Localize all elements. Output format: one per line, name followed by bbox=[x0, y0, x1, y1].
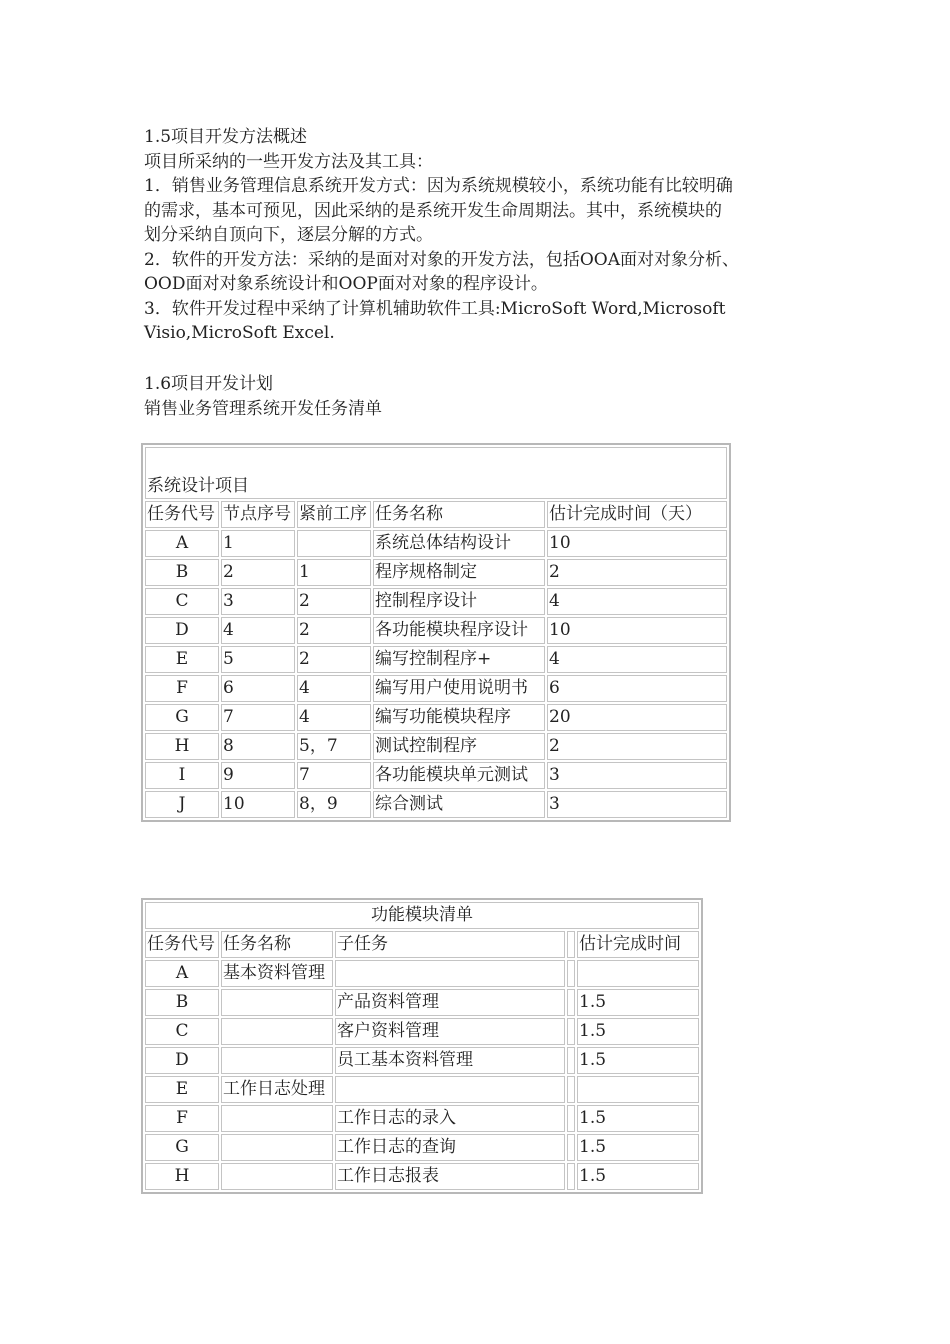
table-row bbox=[145, 617, 727, 644]
table-cell bbox=[567, 960, 575, 987]
table-cell: 20 bbox=[547, 704, 727, 731]
system-design-table bbox=[141, 443, 731, 822]
table-cell bbox=[335, 960, 565, 987]
table-cell: 编写控制程序+ bbox=[373, 646, 545, 673]
column-header: 节点序号 bbox=[221, 501, 295, 528]
task-code-cell: E bbox=[145, 1076, 219, 1103]
table-cell bbox=[567, 1047, 575, 1074]
table-cell: 1 bbox=[221, 530, 295, 557]
table-cell bbox=[567, 1163, 575, 1190]
paragraph-line: 3．软件开发过程中采纳了计算机辅助软件工具:MicroSoft Word,Microsoft bbox=[144, 298, 726, 319]
table-cell: 工作日志的录入 bbox=[335, 1105, 565, 1132]
table-cell: 3 bbox=[547, 791, 727, 818]
column-header bbox=[567, 931, 575, 958]
table-cell: 4 bbox=[547, 646, 727, 673]
paragraph-line: 2．软件的开发方法：采纳的是面对对象的开发方法，包括OOA面对对象分析、 bbox=[144, 249, 739, 270]
table-cell bbox=[577, 960, 699, 987]
table-cell: 1.5 bbox=[577, 1163, 699, 1190]
table-cell bbox=[221, 1134, 333, 1161]
task-code-cell: C bbox=[145, 588, 219, 615]
table-row bbox=[145, 989, 699, 1016]
table-row bbox=[145, 530, 727, 557]
table-cell: 3 bbox=[221, 588, 295, 615]
table-cell: 1.5 bbox=[577, 1105, 699, 1132]
table-cell bbox=[221, 1018, 333, 1045]
table-row bbox=[145, 675, 727, 702]
section-subheading: 销售业务管理系统开发任务清单 bbox=[144, 398, 382, 419]
task-code-cell: A bbox=[145, 530, 219, 557]
table-cell: 产品资料管理 bbox=[335, 989, 565, 1016]
task-code-cell: J bbox=[145, 791, 219, 818]
task-code-cell: B bbox=[145, 559, 219, 586]
column-header: 估计完成时间（天） bbox=[547, 501, 727, 528]
table-cell: 综合测试 bbox=[373, 791, 545, 818]
table-cell: 2 bbox=[297, 646, 371, 673]
column-header: 任务名称 bbox=[373, 501, 545, 528]
table-cell bbox=[577, 1076, 699, 1103]
table-row bbox=[145, 1076, 699, 1103]
table-header-row bbox=[145, 931, 699, 958]
table-cell: 编写用户使用说明书 bbox=[373, 675, 545, 702]
table-cell: 1.5 bbox=[577, 1047, 699, 1074]
table-cell: 10 bbox=[547, 617, 727, 644]
table-cell: 工作日志的查询 bbox=[335, 1134, 565, 1161]
task-code-cell: G bbox=[145, 704, 219, 731]
table-cell: 基本资料管理 bbox=[221, 960, 333, 987]
table-cell: 10 bbox=[547, 530, 727, 557]
task-code-cell: H bbox=[145, 1163, 219, 1190]
table-cell: 1.5 bbox=[577, 1018, 699, 1045]
table-cell: 客户资料管理 bbox=[335, 1018, 565, 1045]
table-row bbox=[145, 1105, 699, 1132]
table-cell: 工作日志处理 bbox=[221, 1076, 333, 1103]
table-cell: 控制程序设计 bbox=[373, 588, 545, 615]
table-cell: 2 bbox=[297, 588, 371, 615]
plan-section bbox=[144, 372, 804, 421]
table-cell: 8 bbox=[221, 733, 295, 760]
task-code-cell: D bbox=[145, 1047, 219, 1074]
table-cell bbox=[567, 1134, 575, 1161]
table-cell: 5，7 bbox=[297, 733, 371, 760]
table-cell: 各功能模块程序设计 bbox=[373, 617, 545, 644]
table-row bbox=[145, 588, 727, 615]
table-cell: 6 bbox=[221, 675, 295, 702]
table-cell: 4 bbox=[221, 617, 295, 644]
task-code-cell: E bbox=[145, 646, 219, 673]
table-cell: 1.5 bbox=[577, 989, 699, 1016]
task-code-cell: B bbox=[145, 989, 219, 1016]
task-code-cell: H bbox=[145, 733, 219, 760]
table-cell: 4 bbox=[297, 675, 371, 702]
table-cell: 系统总体结构设计 bbox=[373, 530, 545, 557]
table-cell: 6 bbox=[547, 675, 727, 702]
table-row bbox=[145, 791, 727, 818]
table-row bbox=[145, 1047, 699, 1074]
table-caption: 功能模块清单 bbox=[145, 902, 699, 929]
table-row bbox=[145, 1163, 699, 1190]
column-header: 任务代号 bbox=[145, 501, 219, 528]
task-code-cell: F bbox=[145, 675, 219, 702]
table-cell: 9 bbox=[221, 762, 295, 789]
table-cell: 3 bbox=[547, 762, 727, 789]
table-cell bbox=[221, 989, 333, 1016]
table-cell: 7 bbox=[221, 704, 295, 731]
table-cell: 2 bbox=[221, 559, 295, 586]
table-cell bbox=[221, 1163, 333, 1190]
table-cell: 1.5 bbox=[577, 1134, 699, 1161]
table-cell: 7 bbox=[297, 762, 371, 789]
table-cell: 2 bbox=[297, 617, 371, 644]
section-heading: 1.5项目开发方法概述 bbox=[144, 127, 308, 147]
paragraph-line: OOD面对对象系统设计和OOP面对对象的程序设计。 bbox=[144, 274, 548, 294]
task-code-cell: G bbox=[145, 1134, 219, 1161]
table-cell: 编写功能模块程序 bbox=[373, 704, 545, 731]
task-code-cell: C bbox=[145, 1018, 219, 1045]
function-module-table bbox=[141, 898, 703, 1194]
paragraph-line: Visio,MicroSoft Excel. bbox=[144, 323, 335, 343]
table-row bbox=[145, 762, 727, 789]
table-cell bbox=[297, 530, 371, 557]
paragraph-line: 1．销售业务管理信息系统开发方式：因为系统规模较小，系统功能有比较明确 bbox=[144, 176, 733, 196]
table-cell bbox=[335, 1076, 565, 1103]
table-cell: 工作日志报表 bbox=[335, 1163, 565, 1190]
table-cell: 1 bbox=[297, 559, 371, 586]
table-row bbox=[145, 559, 727, 586]
column-header: 紧前工序 bbox=[297, 501, 371, 528]
table-cell: 10 bbox=[221, 791, 295, 818]
table-cell: 2 bbox=[547, 559, 727, 586]
task-code-cell: D bbox=[145, 617, 219, 644]
table-cell: 5 bbox=[221, 646, 295, 673]
column-header: 估计完成时间 bbox=[577, 931, 699, 958]
paragraph-line: 划分采纳自顶向下，逐层分解的方式。 bbox=[144, 225, 433, 245]
table-cell bbox=[567, 1076, 575, 1103]
table-cell bbox=[567, 989, 575, 1016]
table-row bbox=[145, 733, 727, 760]
table-cell: 2 bbox=[547, 733, 727, 760]
table-cell: 4 bbox=[547, 588, 727, 615]
column-header: 任务名称 bbox=[221, 931, 333, 958]
table-cell bbox=[567, 1018, 575, 1045]
table-row bbox=[145, 704, 727, 731]
task-code-cell: A bbox=[145, 960, 219, 987]
column-header: 子任务 bbox=[335, 931, 565, 958]
table-header-row bbox=[145, 501, 727, 528]
table-cell bbox=[221, 1105, 333, 1132]
paragraph-line: 项目所采纳的一些开发方法及其工具： bbox=[144, 151, 433, 172]
table-row bbox=[145, 960, 699, 987]
table-cell: 各功能模块单元测试 bbox=[373, 762, 545, 789]
table-row bbox=[145, 1134, 699, 1161]
table-cell bbox=[221, 1047, 333, 1074]
table-caption: 系统设计项目 bbox=[145, 447, 727, 499]
table-cell: 员工基本资料管理 bbox=[335, 1047, 565, 1074]
method-overview bbox=[144, 125, 804, 346]
task-code-cell: I bbox=[145, 762, 219, 789]
table-row bbox=[145, 1018, 699, 1045]
table-cell: 测试控制程序 bbox=[373, 733, 545, 760]
section-heading: 1.6项目开发计划 bbox=[144, 374, 274, 394]
column-header: 任务代号 bbox=[145, 931, 219, 958]
paragraph-line: 的需求，基本可预见，因此采纳的是系统开发生命周期法。其中，系统模块的 bbox=[144, 200, 722, 221]
table-row bbox=[145, 646, 727, 673]
table-cell bbox=[567, 1105, 575, 1132]
table-cell: 程序规格制定 bbox=[373, 559, 545, 586]
task-code-cell: F bbox=[145, 1105, 219, 1132]
table-cell: 4 bbox=[297, 704, 371, 731]
table-cell: 8，9 bbox=[297, 791, 371, 818]
